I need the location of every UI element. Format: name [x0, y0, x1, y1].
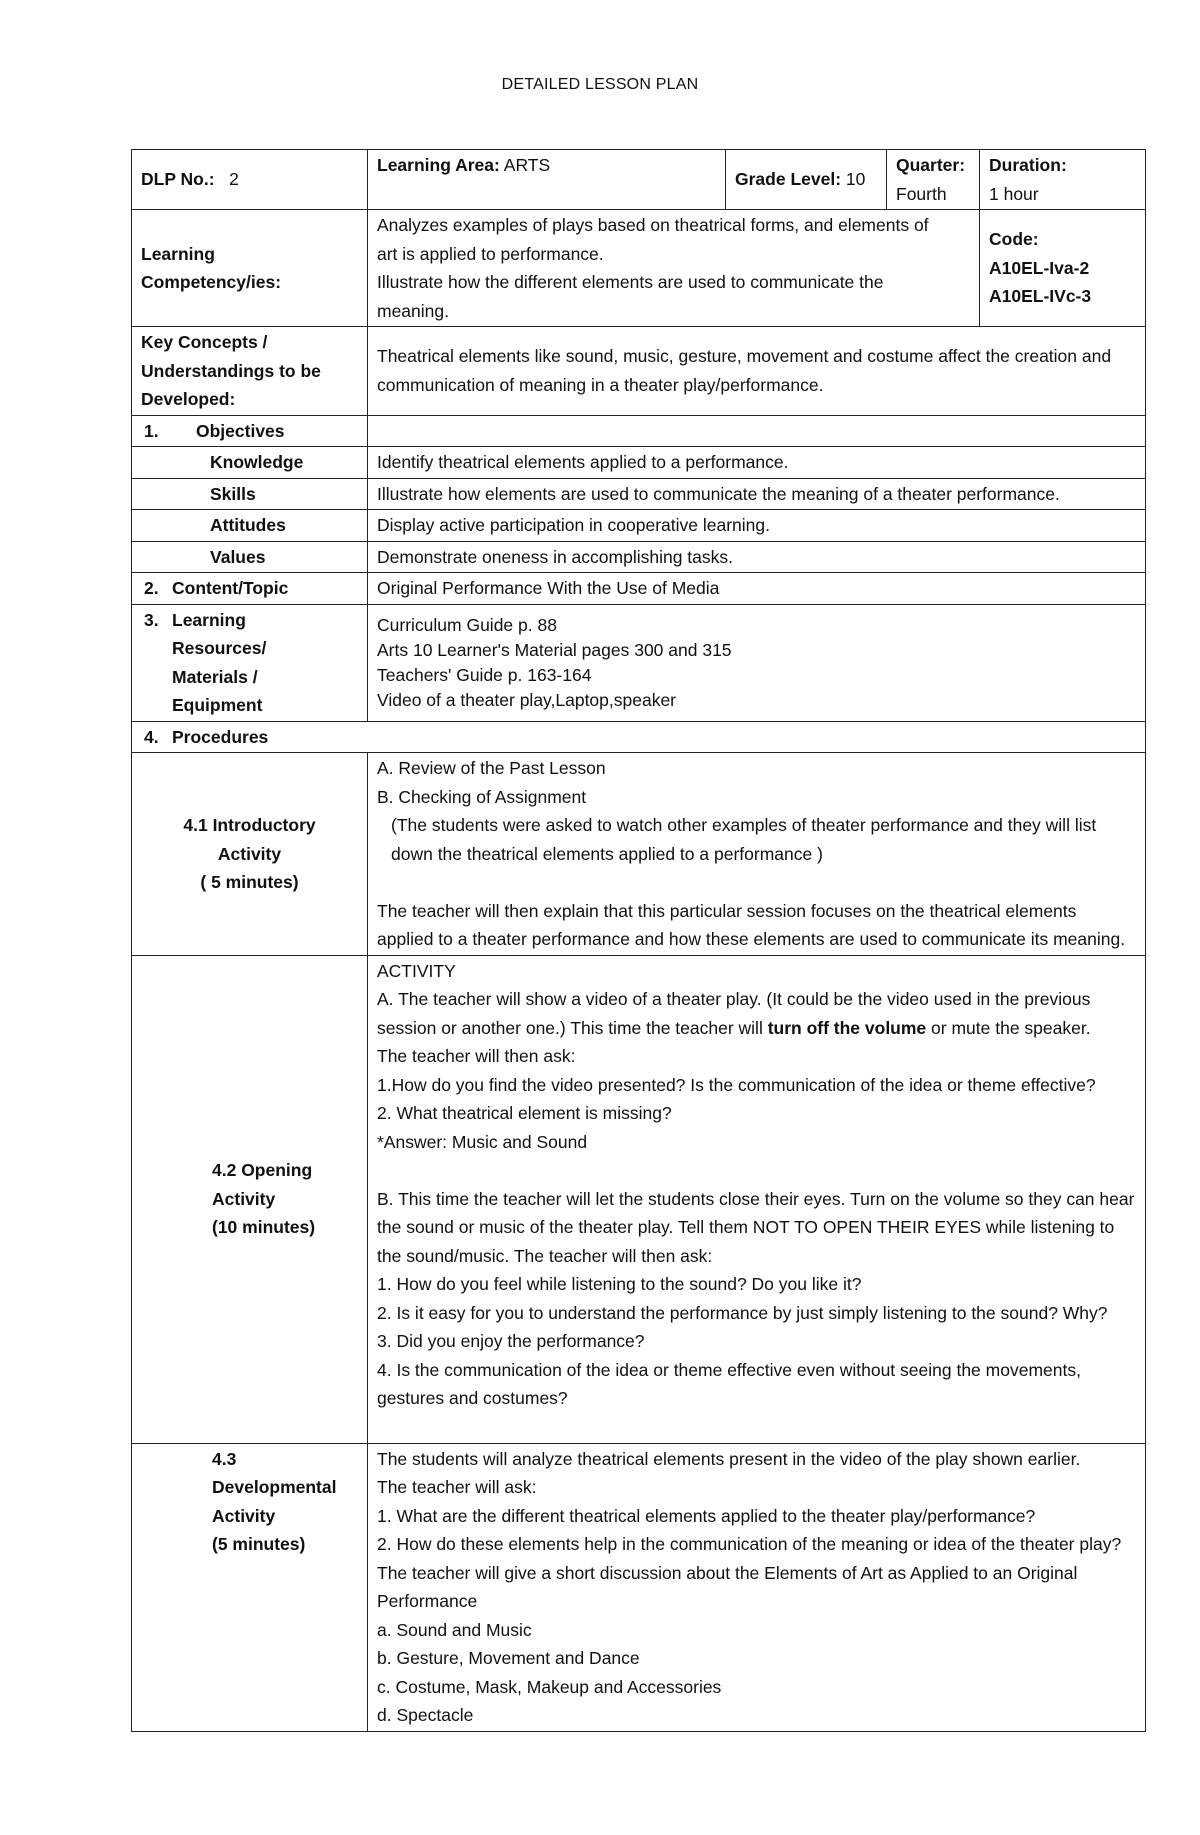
blank-line [377, 868, 1136, 897]
content-label-cell [132, 573, 368, 605]
resource-item: Teachers' Guide p. 163-164 [377, 664, 592, 685]
key-concepts-label-line: Understandings to be [141, 360, 321, 381]
developmental-label-line: (5 minutes) [212, 1534, 306, 1554]
code-value: A10EL-Iva-2 [989, 257, 1090, 278]
introductory-content [368, 753, 1146, 956]
duration-label: Duration: [989, 155, 1067, 175]
resources-label-line: Materials / [172, 666, 258, 687]
developmental-label-line: Developmental [212, 1477, 337, 1497]
key-concepts-row [132, 327, 1146, 416]
developmental-line: a. Sound and Music [377, 1619, 532, 1640]
competency-text-line: meaning. [377, 300, 449, 321]
opening-b-question: 4. Is the communication of the idea or theme effective even without seeing the movements, gestures and costumes? [377, 1359, 1081, 1408]
developmental-content [368, 1443, 1146, 1731]
learning-area-value: ARTS [503, 155, 551, 175]
quarter-value: Fourth [896, 183, 947, 204]
objective-label: Values [132, 541, 368, 573]
objective-text: Identify theatrical elements applied to a performance. [368, 447, 1146, 479]
developmental-activity-row [132, 1443, 1146, 1731]
competency-text-line: Analyzes examples of plays based on theatrical forms, and elements of [377, 215, 929, 235]
key-concepts-label-cell [132, 327, 368, 416]
quarter-cell [887, 150, 980, 210]
dlp-no-value: 2 [229, 169, 239, 190]
content-row [132, 573, 1146, 605]
introductory-line: A. Review of the Past Lesson [377, 758, 606, 778]
opening-question: 1.How do you find the video presented? Is the communication of the idea or theme effective? [377, 1074, 1096, 1095]
learning-area-label: Learning Area: [377, 155, 500, 175]
objective-row [132, 510, 1146, 542]
opening-label-line: 4.2 Opening [212, 1160, 313, 1181]
opening-b-question: 1. How do you feel while listening to the sound? Do you like it? [377, 1274, 862, 1294]
opening-label-line: (10 minutes) [212, 1217, 316, 1238]
opening-b-text: B. This time the teacher will let the students close their eyes. Turn on the volume so they can hear the sound or music of the theater play. Tell them NOT TO OPEN THEIR EYES while listening to the sound/music. The teacher will then ask: [377, 1188, 1135, 1266]
developmental-line: c. Costume, Mask, Makeup and Accessories [377, 1676, 722, 1697]
developmental-label-line: Activity [212, 1505, 276, 1526]
opening-answer: *Answer: Music and Sound [377, 1131, 588, 1152]
grade-level-value: 10 [845, 169, 866, 190]
opening-label-cell [132, 955, 368, 1443]
opening-a-text: A. The teacher will show a video of a theater play. (It could be the video used in the previous session or another one.) This time the teacher will turn off the volume or mute the speaker. [377, 989, 1091, 1038]
page-title: DETAILED LESSON PLAN [501, 76, 699, 93]
resource-item: Curriculum Guide p. 88 [377, 614, 557, 635]
competency-label-line1: Learning [141, 243, 215, 264]
developmental-label-cell [132, 1443, 368, 1731]
objective-label: Skills [132, 478, 368, 510]
opening-activity-row [132, 955, 1146, 1443]
objectives-label-cell [132, 415, 368, 447]
blank-line [377, 1156, 1136, 1185]
competency-text-line: art is applied to performance. [377, 243, 604, 264]
opening-b-question: 2. Is it easy for you to understand the performance by just simply listening to the sound? Why? [377, 1302, 1108, 1323]
introductory-line: (The students were asked to watch other examples of theater performance and they will list down the theatrical elements applied to a performance ) [391, 815, 1097, 864]
procedures-row [132, 721, 1146, 753]
resources-number: 3. [144, 609, 159, 630]
procedures-label-cell [132, 721, 1146, 753]
objectives-row [132, 415, 1146, 447]
objective-row [132, 478, 1146, 510]
objective-text: Demonstrate oneness in accomplishing tasks. [368, 541, 1146, 573]
grade-level-label: Grade Level: [735, 169, 842, 190]
introductory-label-line: Activity [217, 843, 282, 864]
key-concepts-text: Theatrical elements like sound, music, gesture, movement and costume affect the creation and communication of meaning in a theater play/performance. [368, 327, 1146, 416]
opening-content [368, 955, 1146, 1443]
competency-text-cell [368, 210, 980, 327]
objective-row [132, 447, 1146, 479]
objectives-number: 1. [144, 420, 159, 441]
objective-row [132, 541, 1146, 573]
opening-ask: The teacher will then ask: [377, 1046, 576, 1066]
introductory-label-line: ( 5 minutes) [200, 872, 299, 892]
introductory-label-cell [132, 753, 368, 956]
resources-label-line: Equipment [172, 695, 263, 715]
resources-list [368, 604, 1146, 721]
grade-level-cell [726, 150, 887, 210]
code-label: Code: [989, 229, 1039, 250]
resource-item: Arts 10 Learner's Material pages 300 and 315 [377, 639, 732, 660]
procedures-label: Procedures [172, 726, 269, 747]
opening-question: 2. What theatrical element is missing? [377, 1103, 672, 1123]
introductory-label-line: 4.1 Introductory [183, 815, 316, 835]
quarter-label: Quarter: [896, 155, 966, 175]
objective-text: Illustrate how elements are used to communicate the meaning of a theater performance. [368, 478, 1146, 510]
key-concepts-label-line: Developed: [141, 389, 236, 409]
competency-row [132, 210, 1146, 327]
objective-text: Display active participation in cooperative learning. [368, 510, 1146, 542]
objective-label: Attitudes [132, 510, 368, 542]
resources-label-cell [132, 604, 368, 721]
key-concepts-label-line: Key Concepts / [141, 332, 268, 352]
code-value: A10EL-IVc-3 [989, 286, 1092, 307]
resources-row [132, 604, 1146, 721]
competency-label-line2: Competency/ies: [141, 272, 282, 292]
content-label: Content/Topic [172, 578, 289, 598]
content-text: Original Performance With the Use of Media [368, 573, 1146, 605]
opening-b-question: 3. Did you enjoy the performance? [377, 1331, 645, 1351]
turn-off-volume-text: turn off the volume [767, 1017, 927, 1038]
developmental-line: d. Spectacle [377, 1705, 474, 1725]
opening-label-line: Activity [212, 1188, 276, 1209]
duration-value: 1 hour [989, 183, 1039, 204]
developmental-label-line: 4.3 [212, 1448, 237, 1469]
introductory-line: The teacher will then explain that this particular session focuses on the theatrical elements applied to a theater performance and how these elements are used to communicate its meaning. [377, 900, 1126, 949]
developmental-line: 2. How do these elements help in the communication of the meaning or idea of the theater play? [377, 1534, 1122, 1554]
resources-label-line: Resources/ [172, 638, 267, 658]
developmental-line: The students will analyze theatrical elements present in the video of the play shown earlier. [377, 1448, 1081, 1469]
resources-label-line: Learning [172, 609, 246, 630]
competency-label-cell [132, 210, 368, 327]
developmental-line: 1. What are the different theatrical elements applied to the theater play/performance? [377, 1505, 1036, 1526]
procedures-number: 4. [144, 726, 159, 747]
objective-label: Knowledge [132, 447, 368, 479]
competency-text-line: Illustrate how the different elements are used to communicate the [377, 272, 884, 292]
activity-heading: ACTIVITY [377, 960, 456, 981]
objectives-empty-cell [368, 415, 1146, 447]
lesson-plan-table [131, 149, 1146, 1732]
dlp-no-label: DLP No.: [141, 169, 215, 190]
resource-item: Video of a theater play,Laptop,speaker [377, 689, 677, 710]
duration-cell [980, 150, 1146, 210]
introductory-activity-row [132, 753, 1146, 956]
dlp-no-cell [132, 150, 368, 210]
introductory-line: B. Checking of Assignment [377, 786, 587, 807]
developmental-line: b. Gesture, Movement and Dance [377, 1648, 640, 1668]
developmental-line: The teacher will ask: [377, 1477, 537, 1497]
objectives-label: Objectives [196, 420, 285, 441]
competency-code-cell [980, 210, 1146, 327]
header-row [132, 150, 1146, 210]
developmental-line: The teacher will give a short discussion about the Elements of Art as Applied to an Original Performance [377, 1562, 1078, 1611]
learning-area-cell [368, 150, 726, 210]
content-number: 2. [144, 578, 159, 598]
